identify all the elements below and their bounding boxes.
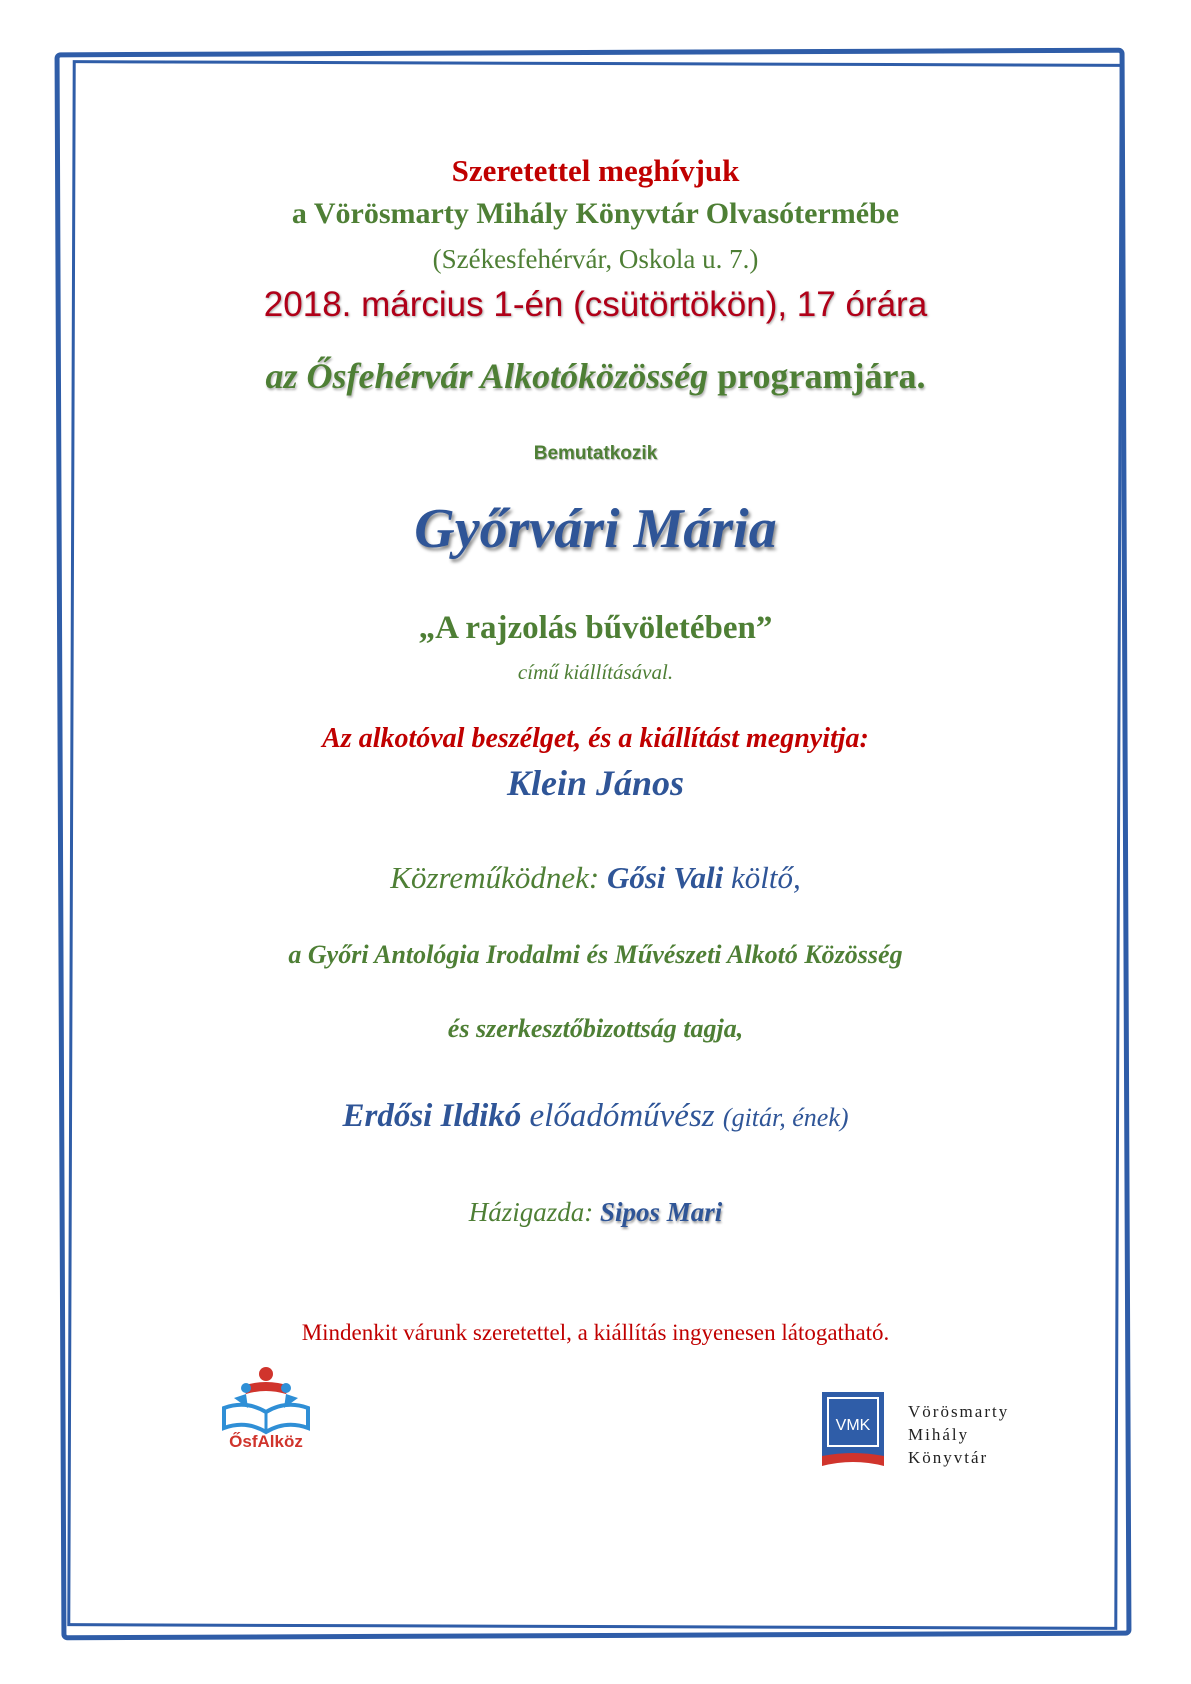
program-line xyxy=(0,355,1191,397)
host-label: Házigazda: xyxy=(468,1197,600,1227)
vmk-library-name xyxy=(908,1400,1009,1469)
opener-intro: Az alkotóval beszélget, és a kiállítást megnyitja: xyxy=(322,723,869,754)
contrib-name: Gősi Vali xyxy=(606,860,724,895)
performer-line xyxy=(0,1098,1191,1135)
host-line xyxy=(0,1197,1191,1228)
host-name: Sipos Mari xyxy=(599,1197,723,1227)
exhibition-title: „A rajzolás bűvöletében” xyxy=(418,610,773,646)
program-organizer: az Ősfehérvár Alkotóközösség xyxy=(265,356,709,396)
exhibition-subtitle: című kiállításával. xyxy=(517,660,674,684)
vmk-badge-text: VMK xyxy=(835,1417,871,1434)
invite-greeting: Szeretettel meghívjuk xyxy=(451,153,740,188)
vmk-line-2: Mihály xyxy=(908,1425,970,1444)
artist-name: Győrvári Mária xyxy=(414,498,777,560)
contrib-label: Közreműködnek: xyxy=(390,860,607,895)
event-date: 2018. március 1-én (csütörtökön), 17 órára xyxy=(263,285,928,324)
contrib-membership: és szerkesztőbizottság tagja, xyxy=(447,1014,744,1043)
vmk-line-1: Vörösmarty xyxy=(908,1402,1010,1421)
contributors-line xyxy=(0,860,1191,896)
program-suffix: programjára. xyxy=(708,356,926,396)
opener-name: Klein János xyxy=(506,763,685,803)
performer-name: Erdősi Ildikó xyxy=(342,1098,522,1134)
vmk-line-3: Könyvtár xyxy=(908,1448,989,1467)
vmk-library-logo-icon xyxy=(820,1390,886,1468)
venue-address: (Székesfehérvár, Oskola u. 7.) xyxy=(432,244,759,274)
performer-role: előadóművész xyxy=(521,1098,723,1134)
intro-label: Bemutatkozik xyxy=(533,443,658,464)
venue-name: a Vörösmarty Mihály Könyvtár Olvasótermébe xyxy=(291,197,900,230)
contrib-role: költő, xyxy=(723,860,801,895)
osfalkoz-logo-text: ŐsfAlköz xyxy=(229,1432,303,1451)
performer-extra: (gitár, ének) xyxy=(722,1103,849,1132)
closing-note: Mindenkit várunk szeretettel, a kiállítás ingyenesen látogatható. xyxy=(301,1320,890,1345)
contrib-organization: a Győri Antológia Irodalmi és Művészeti Alkotó Közösség xyxy=(288,940,903,969)
